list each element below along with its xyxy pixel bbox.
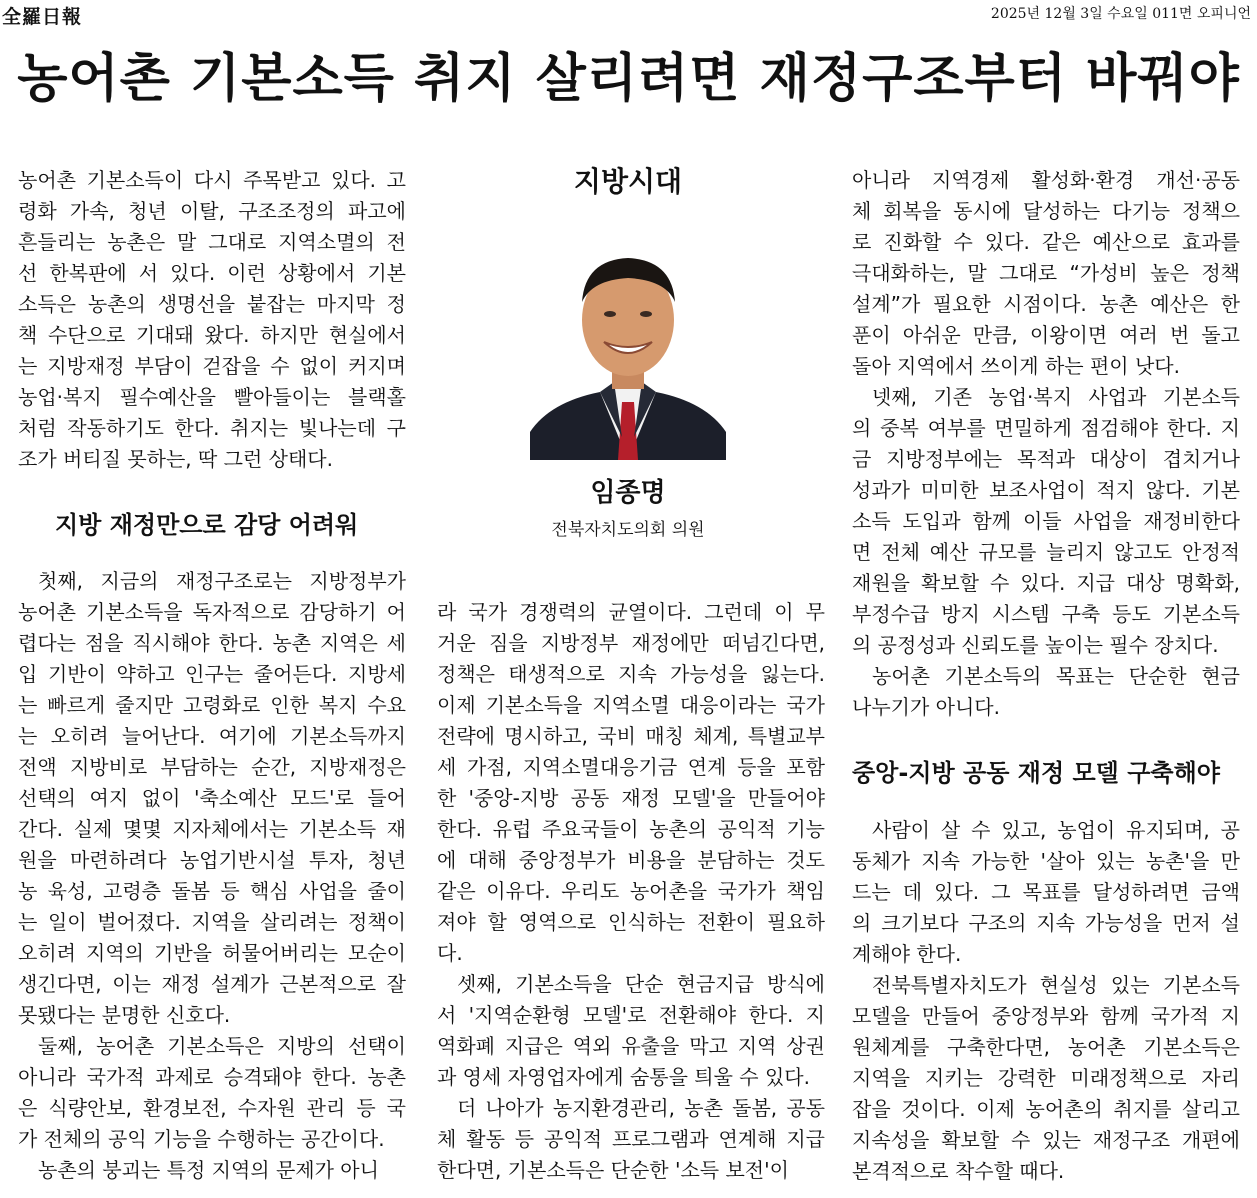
text-line: 동체가 지속 가능한 '살아 있는 농촌'을 만 <box>852 849 1240 873</box>
text-line: 셋째, 기본소득을 단순 현금지급 방식에 <box>457 972 825 996</box>
text-line: 의 중복 여부를 면밀하게 점검해야 한다. 지 <box>852 416 1240 440</box>
text-line: 지역을 지키는 강력한 미래정책으로 자리 <box>852 1066 1240 1090</box>
column-1-body <box>18 566 406 1186</box>
text-line: 설계”가 필요한 시점이다. 농촌 예산은 한 <box>852 292 1240 316</box>
text-line: 전북특별자치도가 현실성 있는 기본소득 <box>872 973 1240 997</box>
text-line: 다. <box>437 941 463 965</box>
text-line: 간다. 실제 몇몇 지자체에서는 기본소득 재 <box>18 817 406 841</box>
column-1-intro <box>18 165 406 475</box>
author-name: 임종명 <box>590 478 666 508</box>
text-line: 나누기가 아니다. <box>852 695 1000 719</box>
text-line: 가 전체의 공익 기능을 수행하는 공간이다. <box>18 1127 385 1151</box>
text-line: 아니라 지역경제 활성화·환경 개선·공동 <box>852 168 1240 192</box>
text-line: 성과가 미미한 보조사업이 적지 않다. 기본 <box>852 478 1240 502</box>
text-line: 소득은 농촌의 생명선을 붙잡는 마지막 정 <box>18 292 406 316</box>
text-line: 계해야 한다. <box>852 942 962 966</box>
text-line: 드는 데 있다. 그 목표를 달성하려면 금액 <box>852 880 1240 904</box>
text-line: 과 영세 자영업자에게 숨통을 틔울 수 있다. <box>437 1065 810 1089</box>
text-line: 본격적으로 착수할 때다. <box>852 1159 1065 1183</box>
dateline: 2025년 12월 3일 수요일 011면 오피니언 <box>990 6 1251 22</box>
text-line: 의 공정성과 신뢰도를 높이는 필수 장치다. <box>852 633 1219 657</box>
paragraph <box>18 566 406 1031</box>
text-line: 는 지방재정 부담이 걷잡을 수 없이 커지며 <box>18 354 406 378</box>
text-line: 첫째, 지금의 재정구조로는 지방정부가 <box>38 569 406 593</box>
text-line: 농어촌 기본소득의 목표는 단순한 현금 <box>872 664 1240 688</box>
text-line: 잡을 것이다. 이제 농어촌의 취지를 살리고 <box>852 1097 1240 1121</box>
text-line: 재원을 확보할 수 있다. 지급 대상 명확화, <box>852 571 1240 595</box>
text-line: 는 빠르게 줄지만 고령화로 인한 복지 수요 <box>18 693 406 717</box>
text-line: 돌아 지역에서 쓰이게 하는 편이 낫다. <box>852 354 1180 378</box>
text-line: 한다면, 기본소득은 단순한 '소득 보전'이 <box>437 1158 789 1182</box>
article-headline: 농어촌 기본소득 취지 살리려면 재정구조부터 바꿔야 <box>17 48 1240 109</box>
paragraph <box>437 1093 825 1186</box>
column-3-body <box>852 815 1240 1187</box>
text-line: 정책은 태생적으로 지속 가능성을 잃는다. <box>437 662 825 686</box>
text-line: 농 육성, 고령층 돌봄 등 핵심 사업을 줄이 <box>18 879 406 903</box>
text-line: 농촌의 붕괴는 특정 지역의 문제가 아니 <box>38 1158 379 1182</box>
text-line: 푼이 아쉬운 만큼, 이왕이면 여러 번 돌고 <box>852 323 1240 347</box>
text-line: 로 진화할 수 있다. 같은 예산으로 효과를 <box>852 230 1240 254</box>
author-title: 전북자치도의회 의원 <box>551 520 705 540</box>
text-line: 서 '지역순환형 모델'로 전환해야 한다. 지 <box>437 1003 825 1027</box>
paragraph <box>18 1155 406 1186</box>
text-line: 더 나아가 농지환경관리, 농촌 돌봄, 공동 <box>457 1096 825 1120</box>
text-line: 극대화하는, 말 그대로 “가성비 높은 정책 <box>852 261 1240 285</box>
text-line: 흔들리는 농촌은 말 그대로 지역소멸의 전 <box>18 230 406 254</box>
text-line: 부정수급 방지 시스템 구축 등도 기본소득 <box>852 602 1240 626</box>
text-line: 모델을 만들어 중앙정부와 함께 국가적 지 <box>852 1004 1240 1028</box>
paragraph <box>852 815 1240 970</box>
paragraph <box>437 969 825 1093</box>
text-line: 전액 지방비로 부담하는 순간, 지방재정은 <box>18 755 406 779</box>
subheading-1: 지방 재정만으로 감당 어려워 <box>55 511 359 539</box>
text-line: 면 전체 예산 규모를 늘리지 않고도 안정적 <box>852 540 1240 564</box>
text-line: 은 식량안보, 환경보전, 수자원 관리 등 국 <box>18 1096 406 1120</box>
text-line: 원체계를 구축한다면, 농어촌 기본소득은 <box>852 1035 1240 1059</box>
text-line: 체 활동 등 공익적 프로그램과 연계해 지급 <box>437 1127 825 1151</box>
text-line: 처럼 작동하기도 한다. 취지는 빛나는데 구 <box>18 416 406 440</box>
text-line: 의 크기보다 구조의 지속 가능성을 먼저 설 <box>852 911 1240 935</box>
text-line: 농업·복지 필수예산을 빨아들이는 블랙홀 <box>18 385 406 409</box>
paragraph <box>18 1031 406 1155</box>
paragraph <box>852 970 1240 1187</box>
column-2-body <box>437 597 825 1186</box>
text-line: 거운 짐을 지방정부 재정에만 떠넘긴다면, <box>437 631 825 655</box>
text-line: 조가 버티질 못하는, 딱 그런 상태다. <box>18 447 333 471</box>
text-line: 전략에 명시하고, 국비 매칭 체계, 특별교부 <box>437 724 825 748</box>
subheading-2: 중앙-지방 공동 재정 모델 구축해야 <box>852 759 1220 787</box>
text-line: 책 수단으로 기대돼 왔다. 하지만 현실에서 <box>18 323 406 347</box>
text-line: 렵다는 점을 직시해야 한다. 농촌 지역은 세 <box>18 631 406 655</box>
paragraph <box>852 165 1240 382</box>
text-line: 농어촌 기본소득을 독자적으로 감당하기 어 <box>18 600 406 624</box>
text-line: 선 한복판에 서 있다. 이런 상황에서 기본 <box>18 261 406 285</box>
text-line: 못됐다는 분명한 신호다. <box>18 1003 231 1027</box>
text-line: 이제 기본소득을 지역소멸 대응이라는 국가 <box>437 693 825 717</box>
text-line: 세 가점, 지역소멸대응기금 연계 등을 포함 <box>437 755 825 779</box>
text-line: 입 기반이 약하고 인구는 줄어든다. 지방세 <box>18 662 406 686</box>
text-line: 에 대해 중앙정부가 비용을 분담하는 것도 <box>437 848 825 872</box>
text-line: 체 회복을 동시에 달성하는 다기능 정책으 <box>852 199 1240 223</box>
text-line: 원을 마련하려다 농업기반시설 투자, 청년 <box>18 848 406 872</box>
text-line: 선택의 여지 없이 '축소예산 모드'로 들어 <box>18 786 406 810</box>
text-line: 소득 도입과 함께 이들 사업을 재정비한다 <box>852 509 1240 533</box>
text-line: 아니라 국가적 과제로 승격돼야 한다. 농촌 <box>18 1065 406 1089</box>
paragraph <box>437 597 825 969</box>
section-label: 지방시대 <box>573 165 683 198</box>
text-line: 는 일이 벌어졌다. 지역을 살리려는 정책이 <box>18 910 406 934</box>
text-line: 같은 이유다. 우리도 농어촌을 국가가 책임 <box>437 879 825 903</box>
text-line: 생긴다면, 이는 재정 설계가 근본적으로 잘 <box>18 972 406 996</box>
column-3-top <box>852 165 1240 723</box>
text-line: 둘째, 농어촌 기본소득은 지방의 선택이 <box>38 1034 406 1058</box>
text-line: 농어촌 기본소득이 다시 주목받고 있다. 고 <box>18 168 406 192</box>
text-line: 사람이 살 수 있고, 농업이 유지되며, 공 <box>872 818 1240 842</box>
text-line: 령화 가속, 청년 이탈, 구조조정의 파고에 <box>18 199 406 223</box>
text-line: 지속성을 확보할 수 있는 재정구조 개편에 <box>852 1128 1240 1152</box>
text-line: 오히려 지역의 기반을 허물어버리는 모순이 <box>18 941 406 965</box>
text-line: 역화폐 지급은 역외 유출을 막고 지역 상권 <box>437 1034 825 1058</box>
text-line: 라 국가 경쟁력의 균열이다. 그런데 이 무 <box>437 600 825 624</box>
text-line: 는 오히려 늘어난다. 여기에 기본소득까지 <box>18 724 406 748</box>
paragraph <box>852 382 1240 661</box>
author-portrait-image <box>530 232 726 460</box>
text-line: 넷째, 기존 농업·복지 사업과 기본소득 <box>872 385 1240 409</box>
paragraph <box>852 661 1240 723</box>
text-line: 한 '중앙-지방 공동 재정 모델'을 만들어야 <box>437 786 825 810</box>
newspaper-masthead: 全羅日報 <box>2 6 83 28</box>
paragraph <box>18 165 406 475</box>
author-photo <box>530 232 726 460</box>
text-line: 져야 할 영역으로 인식하는 전환이 필요하 <box>437 910 825 934</box>
text-line: 한다. 유럽 주요국들이 농촌의 공익적 기능 <box>437 817 825 841</box>
text-line: 금 지방정부에는 목적과 대상이 겹치거나 <box>852 447 1240 471</box>
